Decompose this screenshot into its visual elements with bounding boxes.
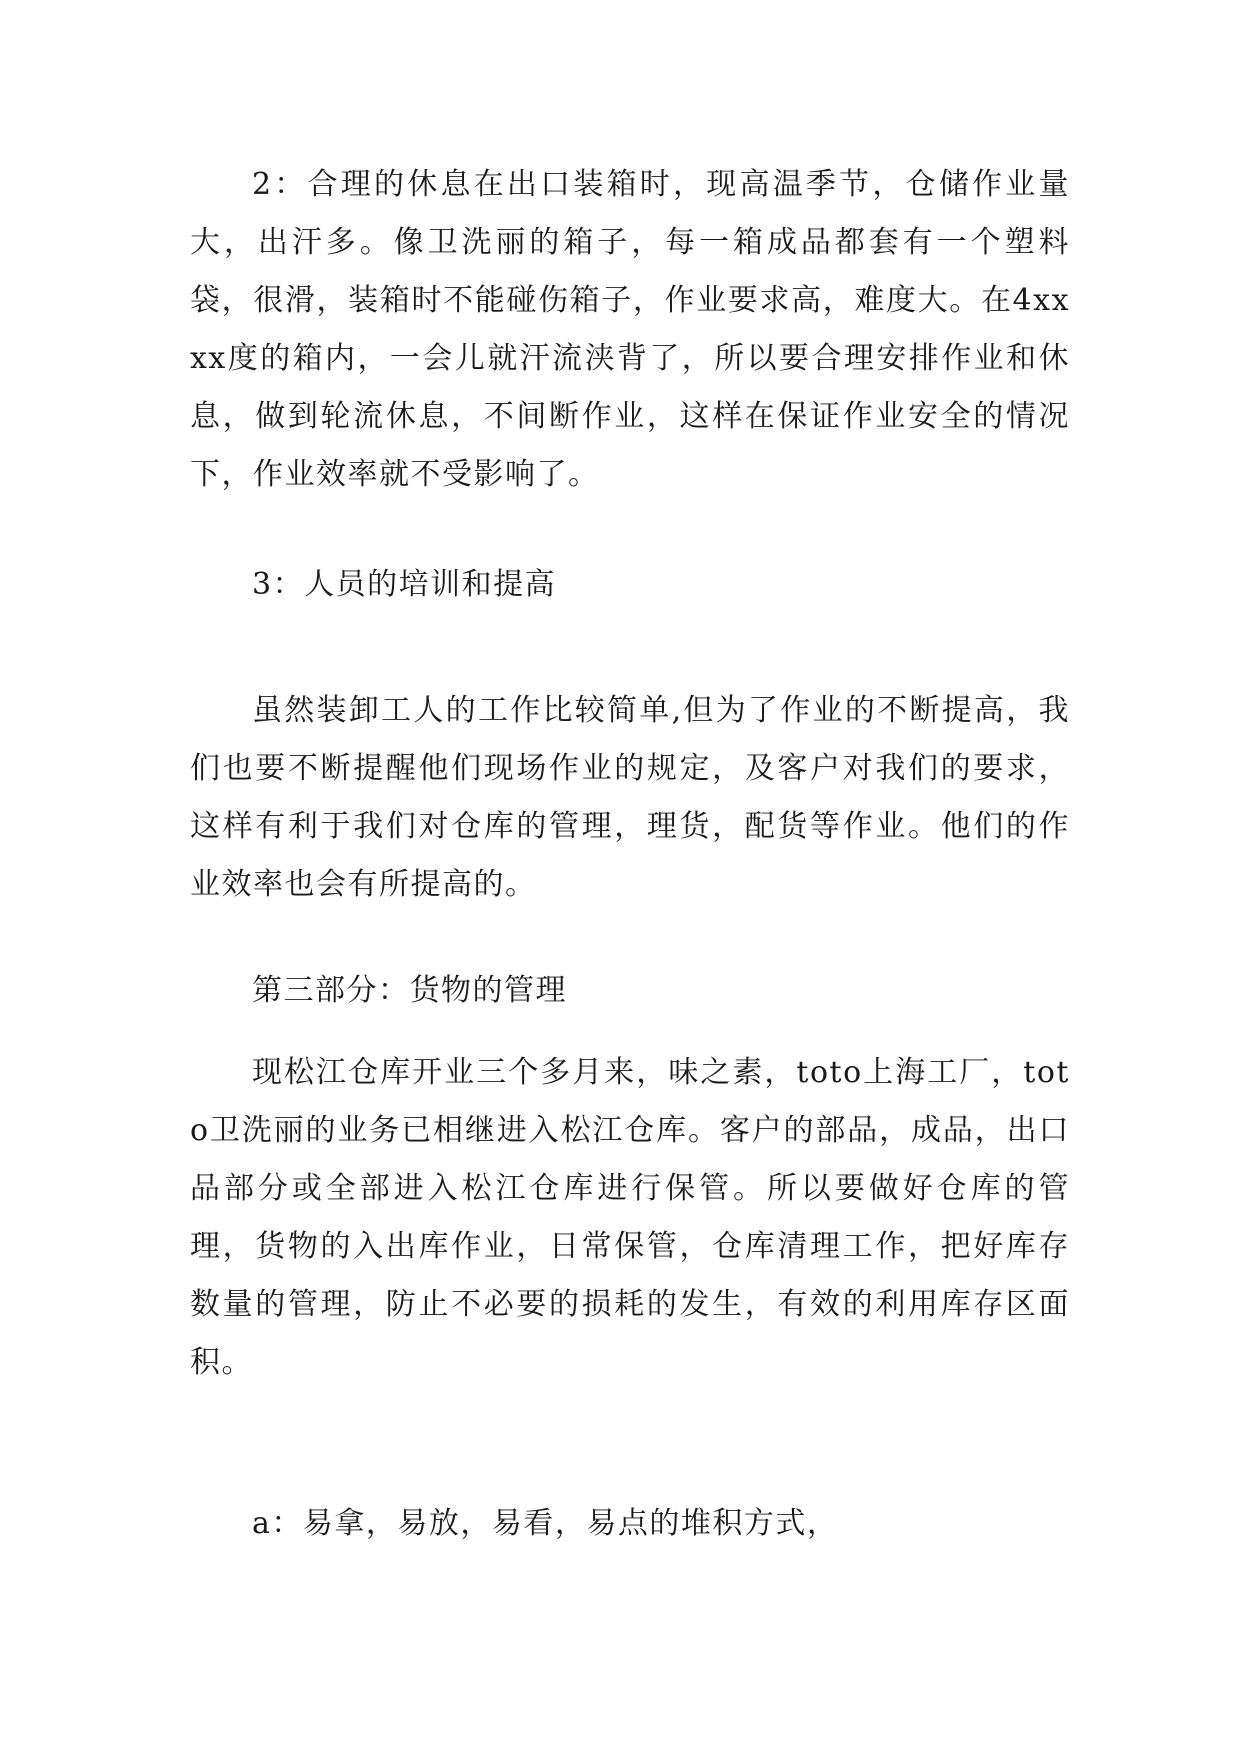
paragraph-goods-management: 现松江仓库开业三个多月来，味之素，toto上海工厂，toto卫洗丽的业务已相继进入松江仓库。客户的部品，成品，出口品部分或全部进入松江仓库进行保管。所以要做好仓库的管理，货物的入出库作业，日常保管，仓库清理工作，把好库存数量的管理，防止不必要的损耗的发生，有效的利用库存区面积。	[190, 1055, 1070, 1380]
paragraph-rest-scheduling: 2：合理的休息在出口装箱时，现高温季节，仓储作业量大，出汗多。像卫洗丽的箱子，每一箱成品都套有一个塑料袋，很滑，装箱时不能碰伤箱子，作业要求高，难度大。在4xxxx度的箱内，一会儿就汗流浃背了，所以要合理安排作业和休息，做到轮流休息，不间断作业，这样在保证作业安全的情况下，作业效率就不受影响了。	[190, 167, 1070, 492]
list-item-stacking-method: a：易拿，易放，易看，易点的堆积方式，	[252, 1506, 839, 1541]
heading-part-three-goods-management: 第三部分：货物的管理	[252, 973, 567, 1008]
paragraph-staff-training: 虽然装卸工人的工作比较简单,但为了作业的不断提高，我们也要不断提醒他们现场作业的规定，及客户对我们的要求，这样有利于我们对仓库的管理，理货，配货等作业。他们的作业效率也会有所提高的。	[190, 693, 1070, 902]
heading-staff-training: 3：人员的培训和提高	[252, 567, 557, 602]
